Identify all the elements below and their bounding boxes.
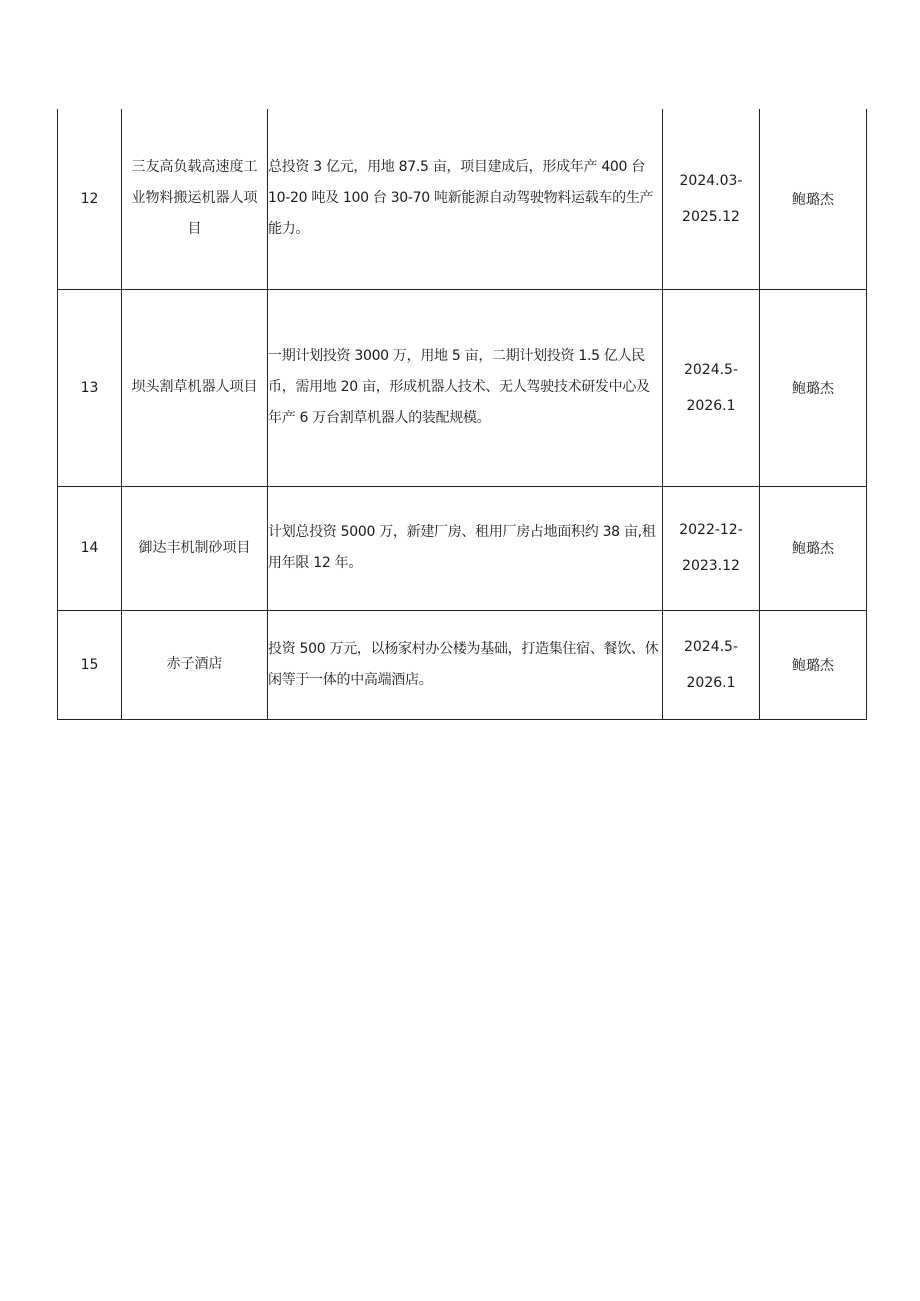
table-row xyxy=(58,610,867,719)
time-end: 2026.1 xyxy=(686,674,736,691)
responsible-person: 鲍璐杰 xyxy=(760,289,867,486)
project-timeline xyxy=(663,289,760,486)
project-content: 计划总投资 5000 万，新建厂房、租用厂房占地面积约 38 亩,租用年限 12 年。 xyxy=(268,486,663,610)
project-timeline xyxy=(663,610,760,719)
table-row xyxy=(58,289,867,486)
responsible-person: 鲍璐杰 xyxy=(760,486,867,610)
time-end: 2026.1 xyxy=(686,397,736,414)
time-start: 2024.5- xyxy=(683,638,739,655)
time-start: 2024.03- xyxy=(679,172,743,189)
project-name xyxy=(122,289,268,486)
project-timeline xyxy=(663,109,760,289)
row-number: 14 xyxy=(58,486,122,610)
time-end: 2025.12 xyxy=(682,208,740,225)
project-name-text: 赤子酒店 xyxy=(166,656,223,672)
responsible-person: 鲍璐杰 xyxy=(760,610,867,719)
project-name-text: 御达丰机制砂项目 xyxy=(138,539,251,556)
row-number: 12 xyxy=(58,109,122,289)
row-number: 13 xyxy=(58,289,122,486)
project-name-text: 坝头割草机器人项目 xyxy=(131,379,258,395)
project-name-text: 三友高负载高速度工业物料搬运机器人项目 xyxy=(131,159,258,238)
project-name xyxy=(122,109,268,289)
project-content: 总投资 3 亿元，用地 87.5 亩，项目建成后，形成年产 400 台 10-20 吨及 100 台 30-70 吨新能源自动驾驶物料运载车的生产能力。 xyxy=(268,109,663,289)
project-content: 一期计划投资 3000 万，用地 5 亩，二期计划投资 1.5 亿人民币，需用地 20 亩，形成机器人技术、无人驾驶技术研发中心及年产 6 万台割草机器人的装配规模。 xyxy=(268,289,663,486)
table-row xyxy=(58,486,867,610)
time-start: 2022-12- xyxy=(679,522,743,538)
project-name xyxy=(122,486,268,610)
row-number: 15 xyxy=(58,610,122,719)
responsible-person: 鲍璐杰 xyxy=(760,109,867,289)
time-end: 2023.12 xyxy=(682,558,740,574)
project-content: 投资 500 万元，以杨家村办公楼为基础，打造集住宿、餐饮、休闲等于一体的中高端酒店。 xyxy=(268,610,663,719)
projects-table xyxy=(57,109,867,720)
time-start: 2024.5- xyxy=(683,361,739,378)
project-name xyxy=(122,610,268,719)
project-timeline xyxy=(663,486,760,610)
table-row xyxy=(58,109,867,289)
